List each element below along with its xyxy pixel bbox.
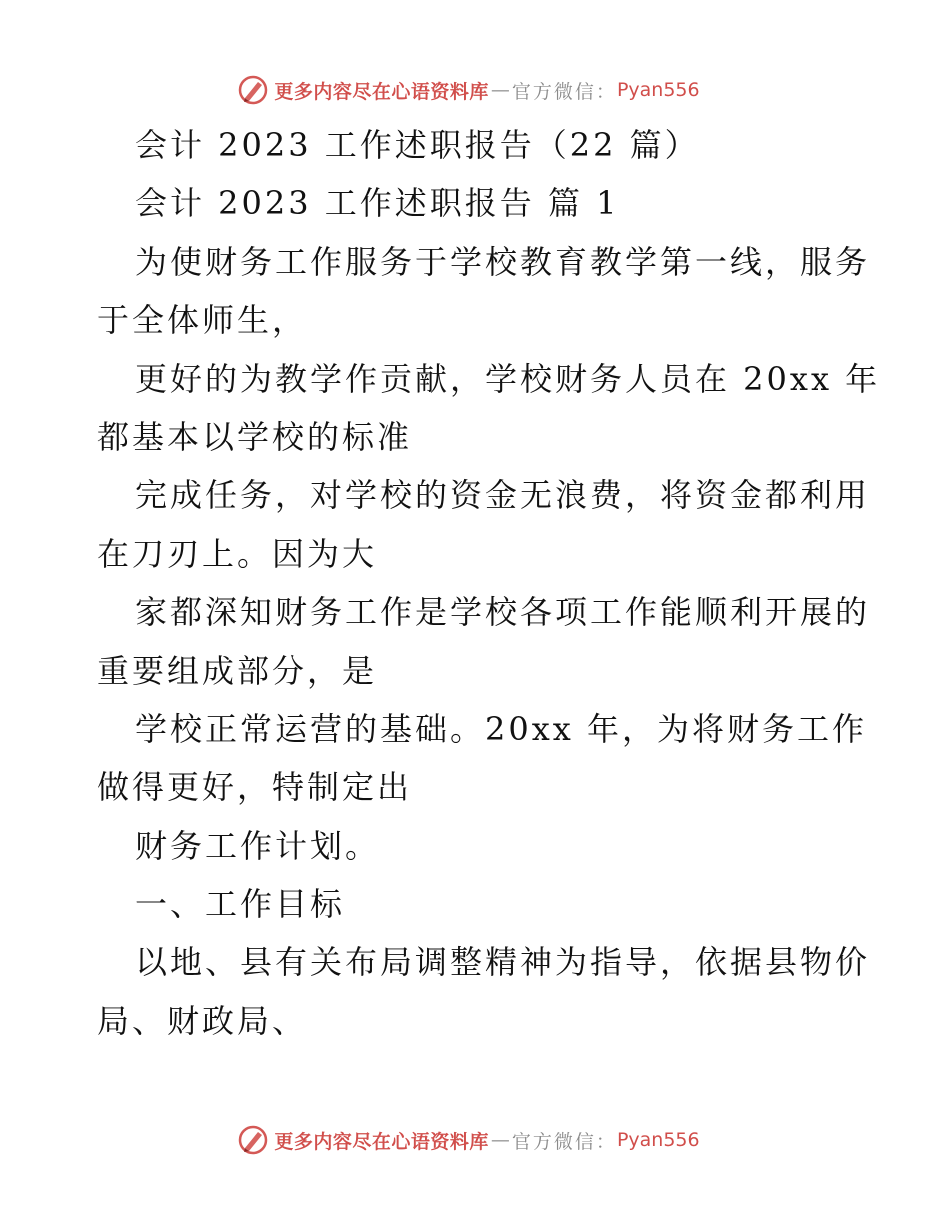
paragraph-line: 局、财政局、 [97,1001,308,1040]
paragraph-line: 重要组成部分，是 [97,651,378,690]
subsection-heading: 一、工作目标 [135,885,346,924]
header-watermark [0,70,950,110]
pen-logo-icon [236,73,270,107]
paragraph-line: 为使财务工作服务于学校教育教学第一线，服务 [135,242,871,281]
paragraph-line: 家都深知财务工作是学校各项工作能顺利开展的 [135,593,871,632]
watermark-text: 更多内容尽在心语资料库 [274,1130,489,1153]
paragraph-line: 以地、县有关布局调整精神为指导，依据县物价 [135,943,871,982]
watermark-dash: — [490,79,510,101]
watermark-wechat-id: Pyan556 [616,1129,700,1151]
paragraph-line: 更好的为教学作贡献，学校财务人员在 20xx 年 [135,359,881,398]
pen-logo-icon [236,1123,270,1157]
paragraph-line: 做得更好，特制定出 [97,768,413,807]
document-title: 会计 2023 工作述职报告（22 篇） [135,126,700,164]
section-heading: 会计 2023 工作述职报告 篇 1 [135,184,620,223]
paragraph-line: 在刀刃上。因为大 [97,534,378,573]
watermark-dash: — [490,1129,510,1151]
footer-watermark [0,1120,950,1160]
watermark-wechat-label: 官方微信： [511,80,617,103]
watermark-text: 更多内容尽在心语资料库 [274,80,489,103]
paragraph-line: 财务工作计划。 [135,826,381,865]
watermark-wechat-label: 官方微信： [511,1130,617,1153]
paragraph-line: 都基本以学校的标准 [97,417,413,456]
paragraph-line: 完成任务，对学校的资金无浪费，将资金都利用 [135,476,871,515]
paragraph-line: 于全体师生， [97,301,308,340]
paragraph-line: 学校正常运营的基础。20xx 年，为将财务工作 [135,709,867,748]
document-body [97,116,881,1050]
watermark-wechat-id: Pyan556 [616,79,700,101]
